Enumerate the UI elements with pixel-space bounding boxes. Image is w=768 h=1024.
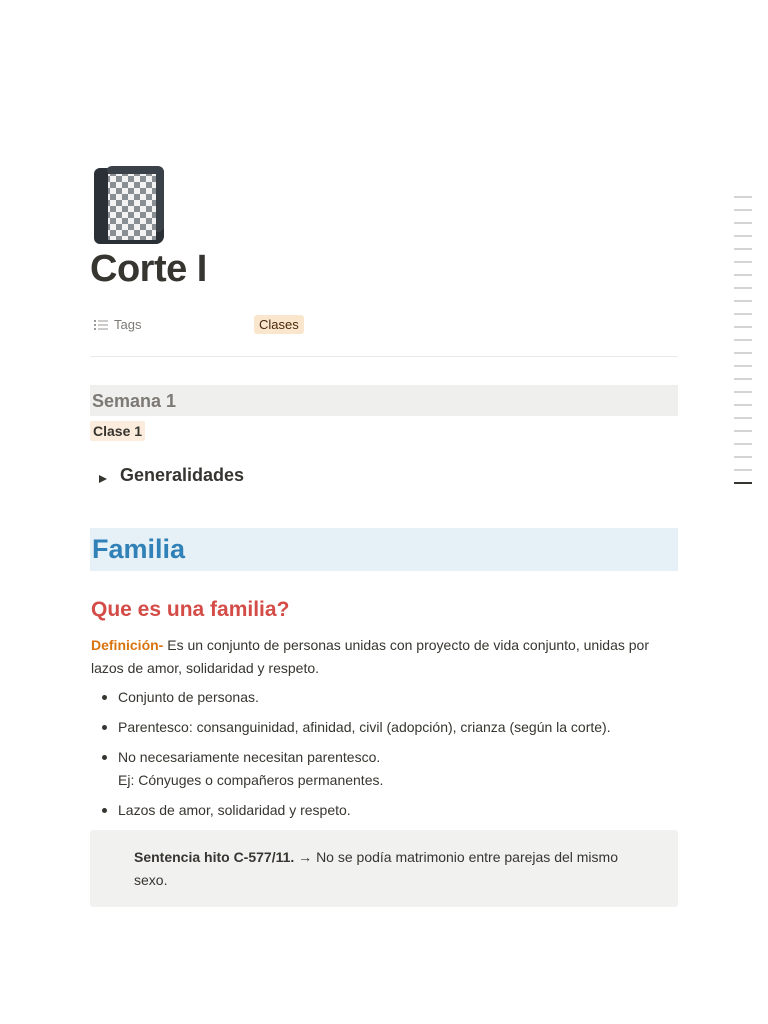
outline-tick[interactable] (734, 261, 752, 263)
page-title[interactable]: Corte I (90, 248, 207, 290)
subheading[interactable]: Que es una familia? (91, 598, 290, 621)
notebook-icon[interactable] (92, 164, 168, 246)
outline-tick[interactable] (734, 248, 752, 250)
bullet-list (100, 686, 678, 829)
divider (90, 356, 678, 357)
list-item[interactable]: No necesariamente necesitan parentesco. Ej: Cónyuges o compañeros permanentes. (100, 746, 678, 792)
list-item[interactable]: Conjunto de personas. (100, 686, 678, 709)
outline-tick[interactable] (734, 326, 752, 328)
page-outline[interactable] (734, 196, 752, 495)
list-item-subline: Ej: Cónyuges o compañeros permanentes. (118, 772, 384, 788)
class-label[interactable]: Clase 1 (90, 421, 145, 441)
callout-bold: Sentencia hito C-577/11. (134, 849, 295, 865)
outline-tick[interactable] (734, 209, 752, 211)
outline-tick[interactable] (734, 274, 752, 276)
list-icon (94, 318, 108, 330)
tags-label: Tags (114, 316, 142, 332)
toggle-generalidades[interactable] (98, 465, 244, 486)
outline-tick[interactable] (734, 404, 752, 406)
week-heading[interactable]: Semana 1 (92, 391, 177, 411)
outline-tick[interactable] (734, 196, 752, 198)
outline-tick[interactable] (734, 222, 752, 224)
definition-paragraph[interactable] (91, 634, 679, 680)
outline-tick[interactable] (734, 430, 752, 432)
outline-tick[interactable] (734, 417, 752, 419)
triangle-right-icon[interactable] (98, 471, 108, 481)
callout-rest: → No se podía matrimonio entre parejas del mismo sexo. (134, 849, 618, 888)
outline-tick[interactable] (734, 352, 752, 354)
outline-tick-active[interactable] (734, 482, 752, 484)
outline-tick[interactable] (734, 365, 752, 367)
list-item[interactable]: Parentesco: consanguinidad, afinidad, civil (adopción), crianza (según la corte). (100, 716, 678, 739)
outline-tick[interactable] (734, 456, 752, 458)
callout-text[interactable] (134, 846, 654, 892)
outline-tick[interactable] (734, 300, 752, 302)
outline-tick[interactable] (734, 287, 752, 289)
outline-tick[interactable] (734, 378, 752, 380)
definition-text: Es un conjunto de personas unidas con proyecto de vida conjunto, unidas por lazos de amor, solidaridad y respeto. (91, 637, 650, 676)
outline-tick[interactable] (734, 443, 752, 445)
outline-tick[interactable] (734, 313, 752, 315)
week-heading-background (90, 385, 678, 416)
tag-clases[interactable]: Clases (254, 315, 304, 334)
outline-tick[interactable] (734, 235, 752, 237)
outline-tick[interactable] (734, 339, 752, 341)
definition-label: Definición- (91, 637, 164, 653)
outline-tick[interactable] (734, 391, 752, 393)
toggle-label: Generalidades (120, 465, 245, 485)
outline-tick[interactable] (734, 469, 752, 471)
list-item[interactable]: Lazos de amor, solidaridad y respeto. (100, 799, 678, 822)
section-heading[interactable]: Familia (92, 534, 186, 564)
tags-property[interactable] (94, 312, 678, 336)
